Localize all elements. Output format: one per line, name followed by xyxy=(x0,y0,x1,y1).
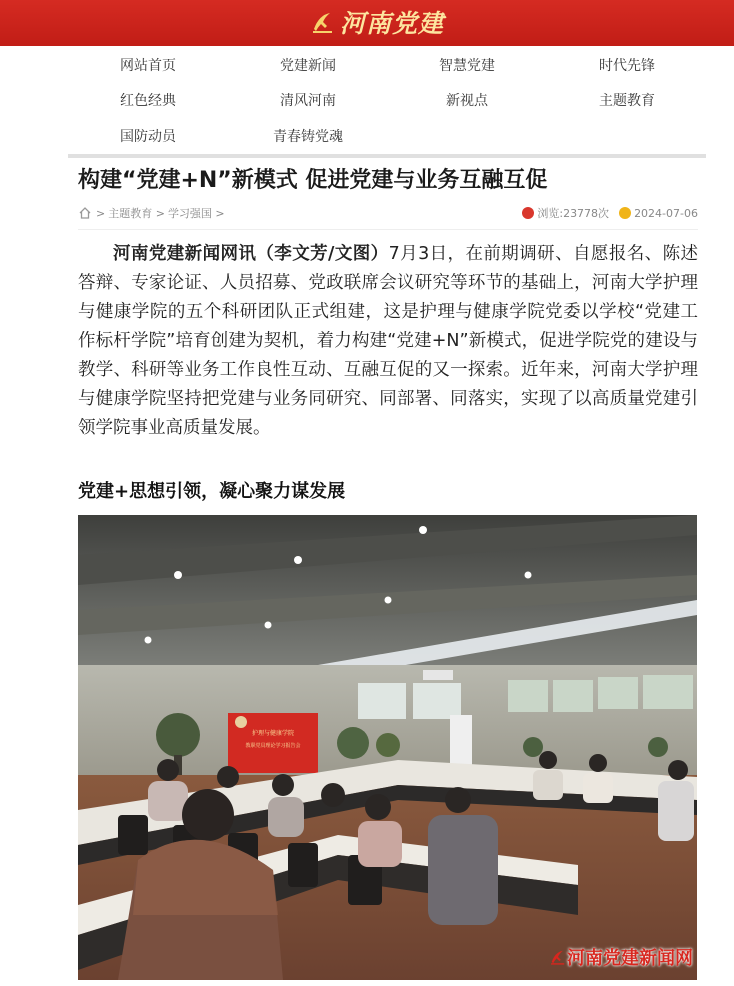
meeting-room-illustration xyxy=(78,515,697,980)
nav-divider xyxy=(68,154,706,158)
article-paragraph xyxy=(78,240,698,443)
photo-watermark xyxy=(549,944,693,970)
article-meta xyxy=(78,205,698,225)
nav-item-new-viewpoint[interactable]: 新视点 xyxy=(446,93,488,109)
nav-item-home[interactable]: 网站首页 xyxy=(120,58,176,74)
nav-item-smart-party[interactable]: 智慧党建 xyxy=(439,58,495,74)
breadcrumb-sep: > xyxy=(96,206,106,220)
nav-item-party-news[interactable]: 党建新闻 xyxy=(280,58,336,74)
article-title: 构建“党建+N”新模式 促进党建与业务互融互促 xyxy=(78,168,548,193)
meta-divider xyxy=(78,229,698,230)
breadcrumb xyxy=(78,205,228,221)
breadcrumb-xuexi[interactable]: 学习强国 xyxy=(167,207,212,220)
logo-text: 河南党建 xyxy=(340,9,445,38)
nav-item-pioneers[interactable]: 时代先锋 xyxy=(599,58,655,74)
nav-item-red-classics[interactable]: 红色经典 xyxy=(120,93,176,109)
nav-item-youth[interactable]: 青春铸党魂 xyxy=(273,129,343,145)
screen-text: 护理与健康学院 xyxy=(251,730,295,737)
nav-item-theme-education[interactable]: 主题教育 xyxy=(599,93,655,109)
article-stats xyxy=(522,205,698,221)
views-icon xyxy=(522,207,534,219)
breadcrumb-sep: > xyxy=(211,206,225,220)
site-header xyxy=(0,0,734,46)
main-nav xyxy=(68,46,706,156)
party-emblem-icon xyxy=(310,9,336,35)
party-emblem-icon xyxy=(549,948,567,966)
site-logo[interactable] xyxy=(310,5,444,39)
view-count: 浏览:23778次 xyxy=(537,207,610,220)
nav-item-national-defense[interactable]: 国防动员 xyxy=(120,129,176,145)
home-icon[interactable] xyxy=(78,206,92,220)
breadcrumb-sep: > xyxy=(152,206,165,220)
nav-item-clean-henan[interactable]: 清风河南 xyxy=(280,93,336,109)
clock-icon xyxy=(619,207,631,219)
section-heading: 党建+思想引领，凝心聚力谋发展 xyxy=(78,481,346,502)
publish-date: 2024-07-06 xyxy=(634,206,698,220)
breadcrumb-theme-education[interactable]: 主题教育 xyxy=(108,207,153,220)
lead-source: 河南党建新闻网讯（李文芳/文图） xyxy=(113,244,389,264)
screen-text: 教职党员理论学习报告会 xyxy=(245,743,301,749)
article-body: 7月3日，在前期调研、自愿报名、陈述答辩、专家论证、人员招募、党政联席会议研究等环节的基础上，河南大学护理与健康学院的五个科研团队正式组建，这是护理与健康学院党委以学校“党建工作标杆学院”培育创建为契机，着力构建“党建+N”新模式，促进学院党的建设与教学、科研等业务工作良性互动、互融互促的又一探索。近年来，河南大学护理与健康学院坚持把党建与业务同研究、同部署、同落实，实现了以高质量党建引领学院事业高质量发展。 xyxy=(78,244,698,438)
article-photo xyxy=(78,515,697,980)
watermark-text: 河南党建新闻网 xyxy=(567,948,693,969)
